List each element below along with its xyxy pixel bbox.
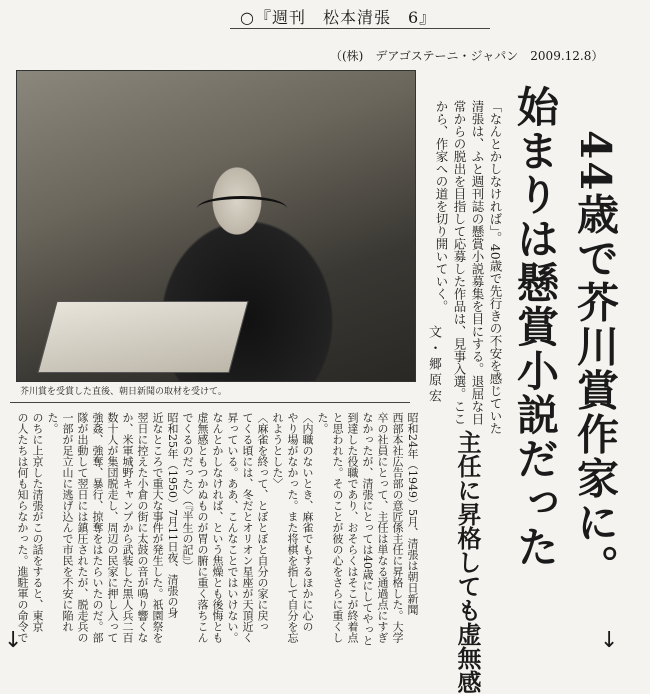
body-col-25: た。 bbox=[46, 412, 59, 434]
photo-book-shape bbox=[37, 301, 248, 373]
photo-glasses-shape bbox=[197, 196, 287, 221]
body-col-11: 〈麻雀を終って、とぼとぼと自分の家に戻っ bbox=[256, 412, 269, 632]
body-col-4: なかったが、清張にとっては40歳にしてやっと bbox=[361, 412, 374, 646]
body-col-10: れようとした〉 bbox=[271, 412, 284, 489]
body-col-24: 一部が足立山に逃げ込んで市民を不安に陥れ bbox=[61, 412, 74, 632]
body-col-20: か、米軍城野キャンプから武装した黒人兵二百 bbox=[121, 412, 134, 643]
body-col-9: やり場がなかった。また将棋を指して自分を忘 bbox=[286, 412, 299, 643]
body-col-19: 翌日に控えた小倉の街に太鼓の音が鳴り響くな bbox=[136, 412, 149, 643]
header-rule bbox=[230, 28, 490, 29]
body-col-26: のちに上京した清張がこの話をすると、東京 bbox=[31, 412, 44, 632]
body-col-13: 昇っている。ああ、こんなことではいけない。 bbox=[226, 412, 239, 643]
section-divider bbox=[10, 402, 410, 403]
body-col-23: 隊が出動して翌日には鎮圧されたが、脱走兵の bbox=[76, 412, 89, 643]
body-col-17: 昭和25年（1950）7月11日夜、清張の身 bbox=[166, 412, 179, 618]
publisher-line: （(株) デアゴステーニ・ジャパン 2009.12.8） bbox=[330, 49, 604, 63]
body-col-8: 〈内職のないとき、麻雀でもするほかに心の bbox=[301, 412, 314, 632]
headline-line2: 始まりは懸賞小説だった bbox=[511, 85, 560, 569]
body-col-16: でくるのだった〉（『半生の記』） bbox=[181, 412, 194, 572]
body-col-2: 西部本社広告部の意匠係主任に昇格した。大学 bbox=[391, 412, 404, 643]
header-title: ○『週刊 松本清張 6』 bbox=[240, 8, 437, 27]
body-col-12: てくる頃には、冬だとオリオン星座が天頂近く bbox=[241, 412, 254, 643]
body-col-27: の人たちは何も知らなかった。進駐軍の命令で bbox=[16, 412, 29, 643]
body-col-14: なんとかしなければ、という焦燥とも後悔とも bbox=[211, 412, 224, 643]
body-col-3: 卒の社員にとって、主任は単なる通過点にすぎ bbox=[376, 412, 389, 643]
subhead: 主任に昇格しても虚無感 bbox=[453, 430, 482, 694]
body-col-5: 到達した役職であり、おそらくはそこが終着点 bbox=[346, 412, 359, 643]
body-col-7: た。 bbox=[316, 412, 329, 434]
body-col-15: 虚無感ともつかぬものが胃の腑に重く落ちこん bbox=[196, 412, 209, 643]
lead-line-4: から、作家への道を切り開いていく。 bbox=[434, 100, 449, 313]
photo-caption: 芥川賞を受賞した直後、朝日新聞の取材を受けて。 bbox=[20, 387, 227, 397]
byline: 文・郷原宏 bbox=[426, 325, 441, 405]
body-col-6: と思われた。そのことが彼の心をさらに重くし bbox=[331, 412, 344, 643]
lead-line-1: 「なんとかしなければ」。40歳で先行きの不安を感じていた bbox=[488, 100, 503, 435]
headline-line1: 44歳で芥川賞作家に。 bbox=[571, 130, 620, 589]
lead-line-2: 清張は、ふと週刊誌の懸賞小説募集を目にする。退屈な日 bbox=[470, 100, 485, 425]
down-arrow-icon: ↓ bbox=[600, 628, 619, 653]
author-photo bbox=[16, 70, 416, 382]
body-col-22: 強姦、強奪、暴行、掠奪をはたらいたのだ。部 bbox=[91, 412, 104, 643]
lead-line-3: 常からの脱出を目指して応募した作品は、見事入選。ここ bbox=[452, 100, 467, 425]
body-col-18: 近なところで重大な事件が発生した。祇園祭を bbox=[151, 412, 164, 643]
body-col-1: 昭和24年（1949）5月、清張は朝日新聞 bbox=[406, 412, 419, 615]
body-col-21: 数十人が集団脱走し、周辺の民家に押し入って bbox=[106, 412, 119, 643]
down-arrow-icon: ↓ bbox=[4, 628, 23, 653]
